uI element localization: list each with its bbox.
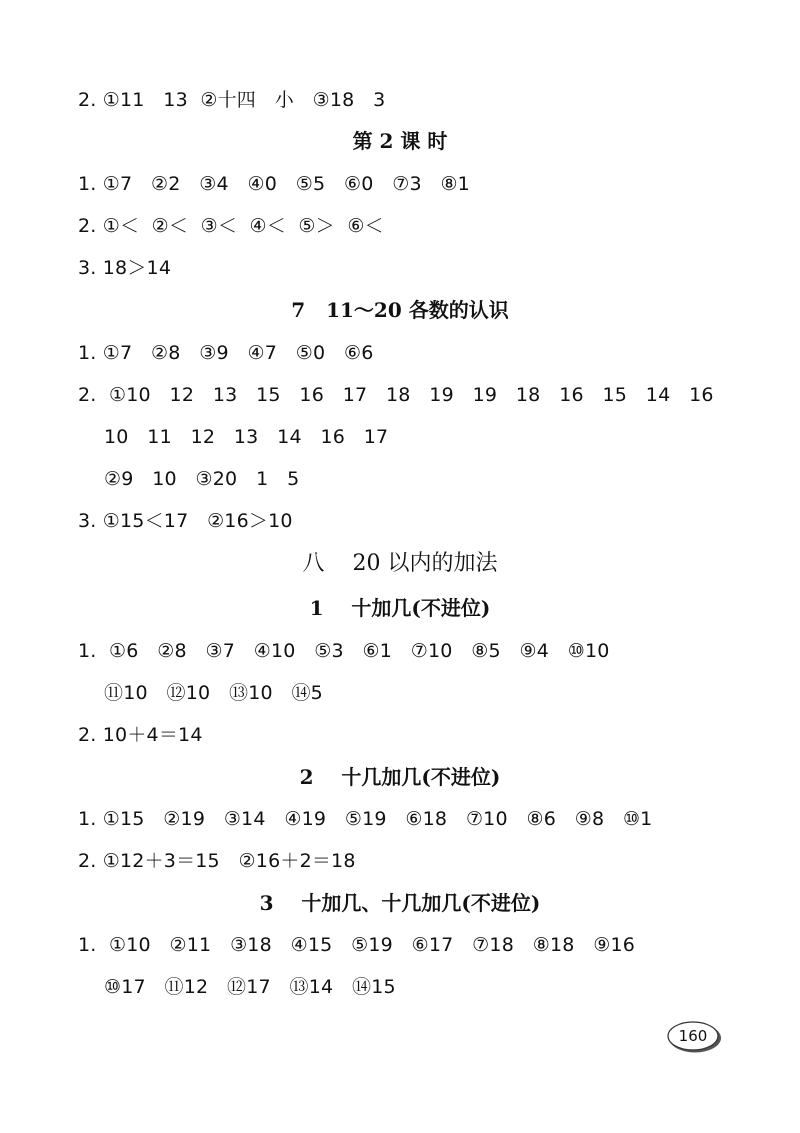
- section-heading: 3 十加几、十几加几(不进位): [259, 891, 541, 915]
- answer-line: 2. ①12＋3＝15 ②16＋2＝18: [78, 850, 356, 872]
- chapter-heading: 八 20 以内的加法: [302, 551, 498, 576]
- answer-line: ②9 10 ③20 1 5: [104, 468, 300, 490]
- lesson-heading: 第 2 课 时: [352, 129, 448, 153]
- page-number-badge: [667, 1020, 723, 1052]
- answer-line: 3. 18＞14: [78, 257, 172, 279]
- answer-line: 1. ①6 ②8 ③7 ④10 ⑤3 ⑥1 ⑦10 ⑧5 ⑨4 ⑩10: [78, 640, 610, 662]
- section-heading: 2 十几加几(不进位): [299, 765, 501, 789]
- answer-line: 1. ①10 ②11 ③18 ④15 ⑤19 ⑥17 ⑦18 ⑧18 ⑨16: [78, 934, 636, 956]
- section-heading: 1 十加几(不进位): [309, 596, 491, 620]
- answer-line: 2. ①＜ ②＜ ③＜ ④＜ ⑤＞ ⑥＜: [78, 215, 384, 237]
- answer-line: 2. ①11 13 ②十四 小 ③18 3: [78, 89, 386, 111]
- answer-line: 1. ①7 ②8 ③9 ④7 ⑤0 ⑥6: [78, 342, 374, 364]
- answer-line: 2. ①10 12 13 15 16 17 18 19 19 18 16 15 14 16: [78, 384, 714, 406]
- answer-line: ⑩17 ⑪12 ⑫17 ⑬14 ⑭15: [104, 976, 396, 998]
- answer-line: ⑪10 ⑫10 ⑬10 ⑭5: [104, 682, 323, 704]
- answer-line: 1. ①7 ②2 ③4 ④0 ⑤5 ⑥0 ⑦3 ⑧1: [78, 173, 470, 195]
- answer-line: 3. ①15＜17 ②16＞10: [78, 510, 293, 532]
- section-heading: 7 11～20 各数的认识: [291, 298, 509, 322]
- answer-line: 10 11 12 13 14 16 17: [104, 426, 389, 448]
- page-number: 160: [678, 1027, 708, 1045]
- answer-line: 2. 10＋4＝14: [78, 724, 203, 746]
- answer-line: 1. ①15 ②19 ③14 ④19 ⑤19 ⑥18 ⑦10 ⑧6 ⑨8 ⑩1: [78, 808, 653, 830]
